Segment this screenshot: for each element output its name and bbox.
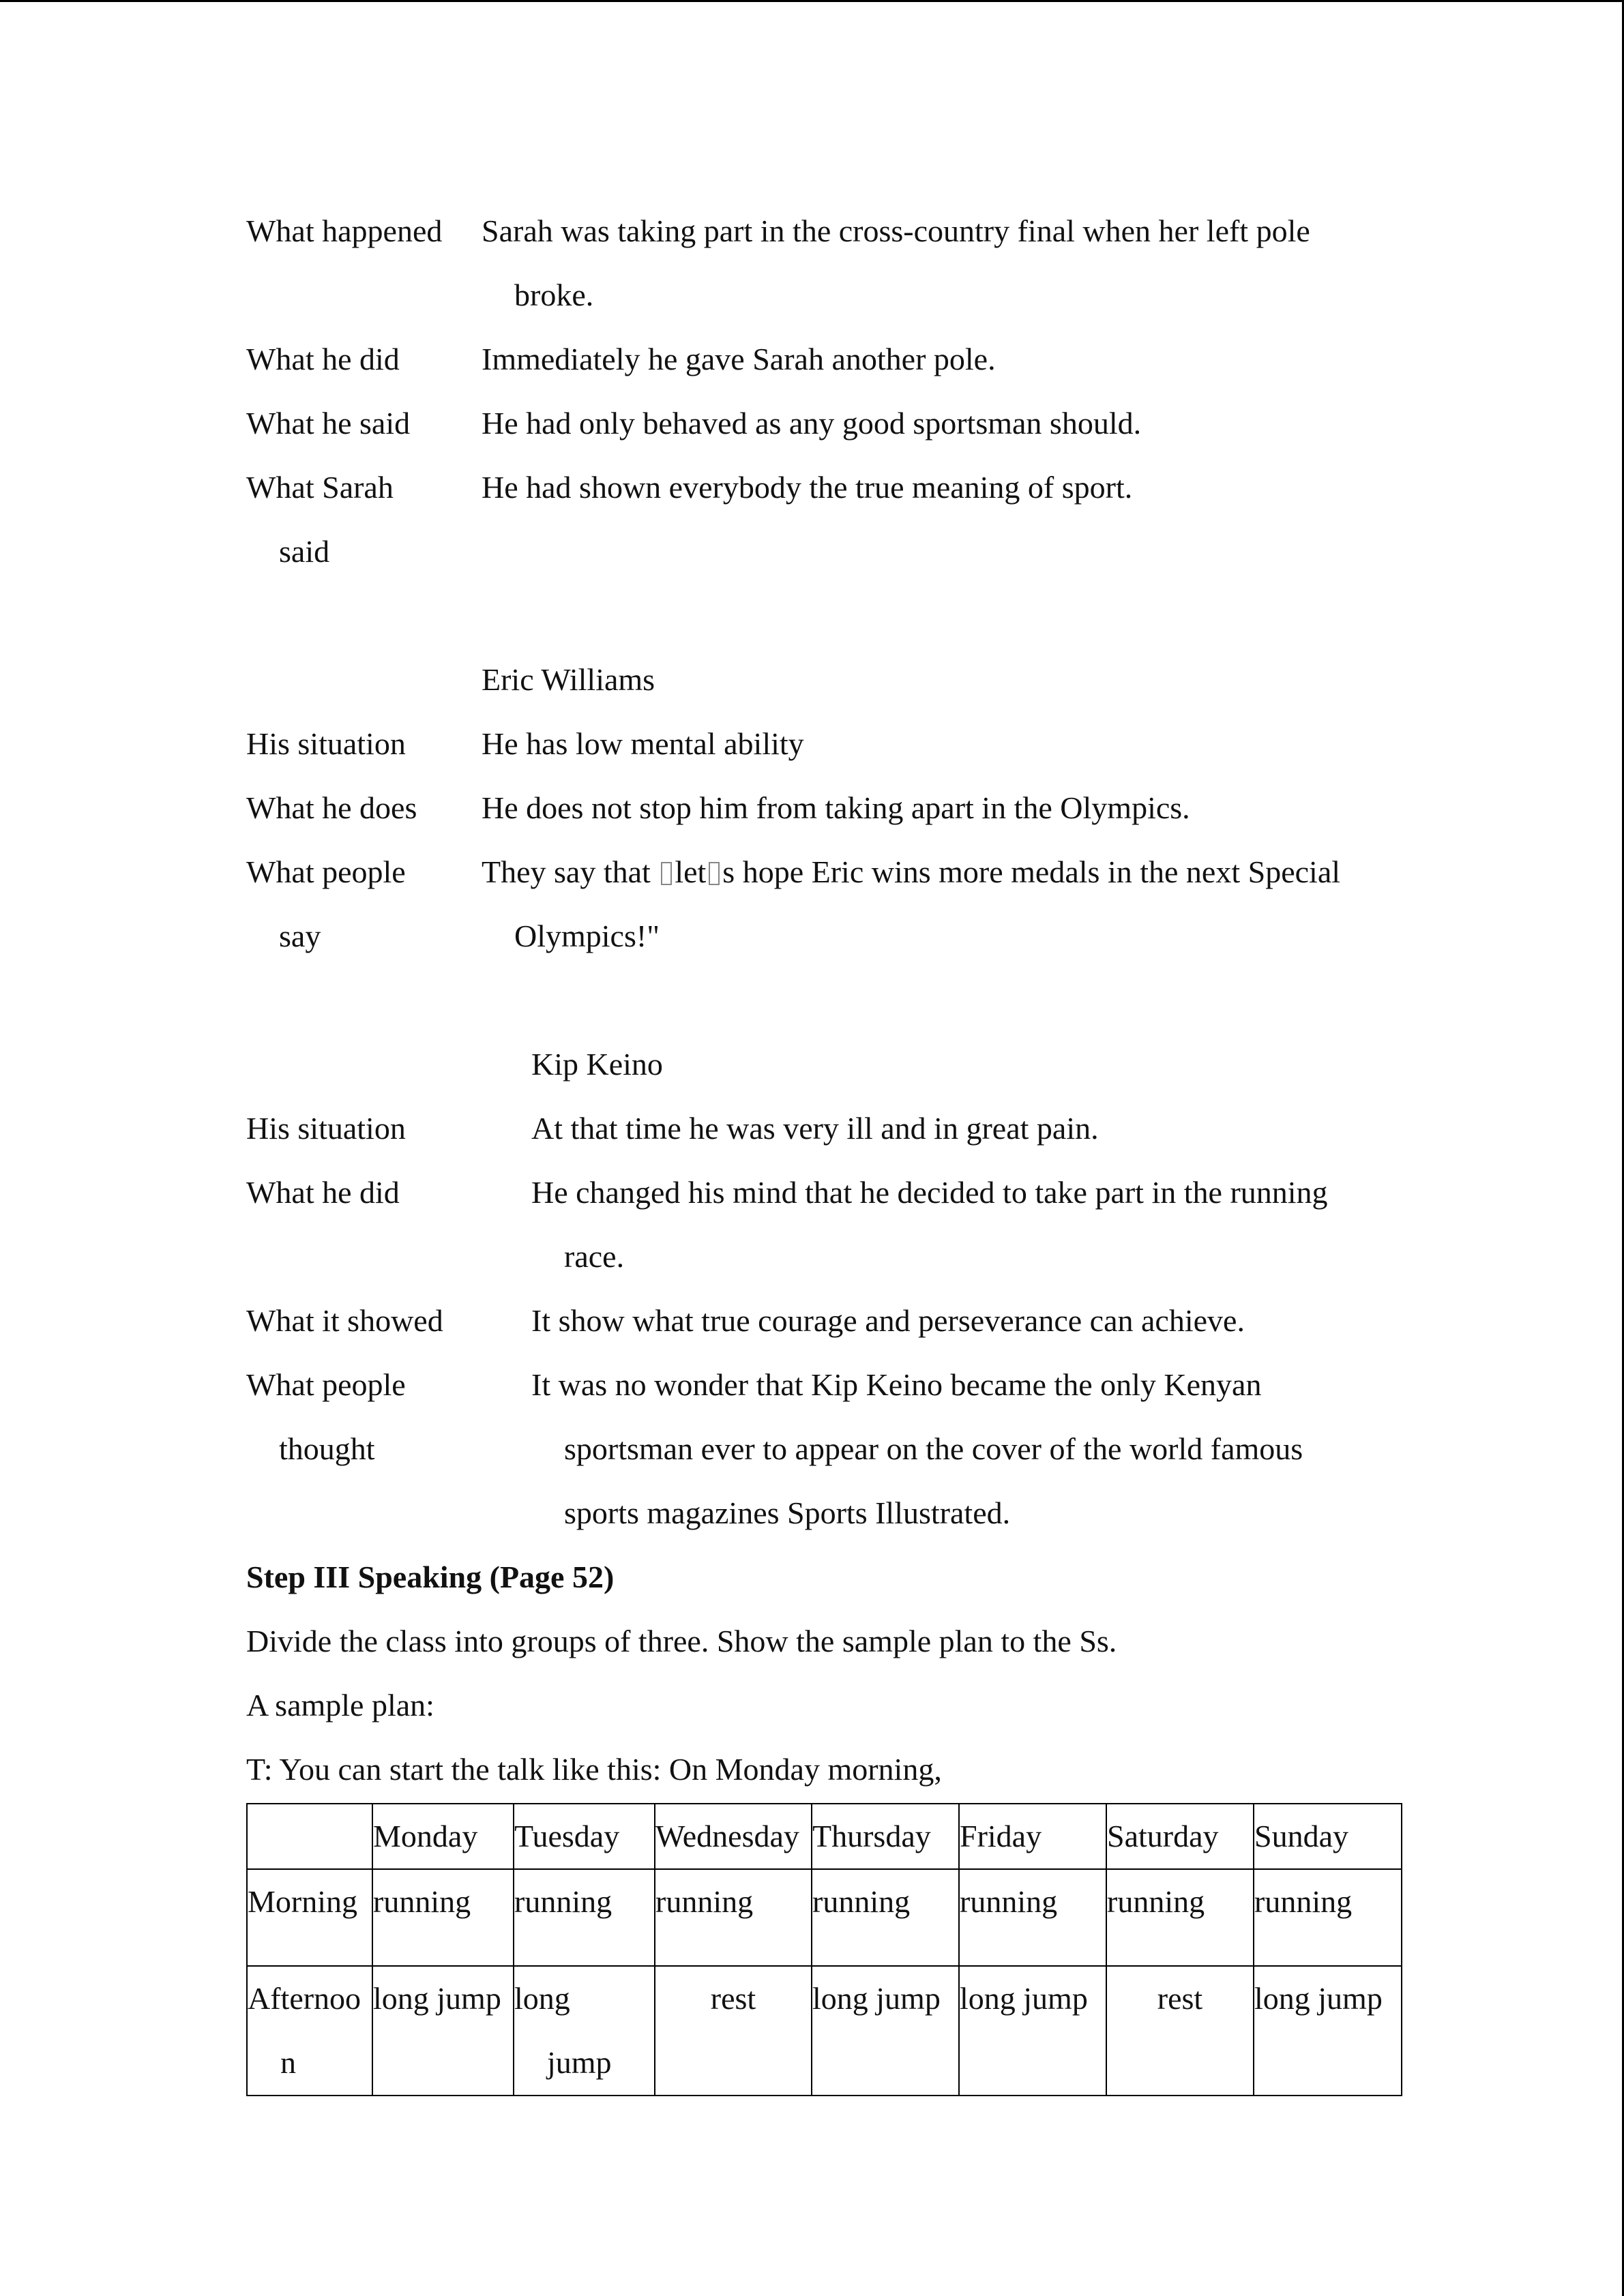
- table-header-row: [247, 1804, 1402, 1869]
- eric-row-situation: [246, 712, 1406, 776]
- spacer: [246, 584, 1406, 648]
- row-value: He has low mental ability: [482, 726, 804, 761]
- row-label: [246, 840, 482, 968]
- table-row-label: Morning: [247, 1869, 372, 1966]
- page-top-border: [0, 0, 1624, 2]
- section-name: Kip Keino: [531, 1047, 663, 1082]
- row-label: What he did: [246, 342, 400, 376]
- table-header-cell: Monday: [372, 1804, 514, 1869]
- table-header-cell: Wednesday: [655, 1804, 812, 1869]
- table-cell: long jump: [372, 1966, 514, 2096]
- table-cell-continuation: jump: [547, 2045, 612, 2080]
- table-cell: rest: [655, 1966, 812, 2096]
- sarah-row-what-happened: [246, 199, 1406, 327]
- row-value: Immediately he gave Sarah another pole.: [482, 342, 996, 376]
- table-cell-text: long: [514, 1981, 570, 2016]
- row-value: He had shown everybody the true meaning of sport.: [482, 470, 1133, 505]
- table-cell: running: [959, 1869, 1106, 1966]
- row-label: What he does: [246, 790, 417, 825]
- row-value-continuation: race.: [564, 1239, 625, 1274]
- row-label-continuation: say: [279, 919, 321, 953]
- row-label-continuation: thought: [279, 1431, 375, 1466]
- table-cell: running: [1106, 1869, 1254, 1966]
- row-label-text: What people: [246, 1367, 406, 1402]
- step-heading: Step III Speaking (Page 52): [246, 1560, 615, 1594]
- eric-row-what-he-does: [246, 776, 1406, 840]
- row-value-text-mid: let: [675, 854, 707, 889]
- kip-row-what-people-thought: [246, 1353, 1406, 1545]
- row-value: He had only behaved as any good sportsman should.: [482, 406, 1142, 441]
- table-cell: long jump: [959, 1966, 1106, 2096]
- kip-row-what-he-did: [246, 1161, 1406, 1289]
- row-value-text: Sarah was taking part in the cross-country final when her left pole: [482, 213, 1310, 248]
- row-label-continuation: said: [279, 534, 330, 569]
- table-row-label-text: Afternoo: [248, 1981, 361, 2016]
- row-value-text: It was no wonder that Kip Keino became the only Kenyan: [531, 1367, 1262, 1402]
- row-label: What it showed: [246, 1303, 443, 1338]
- sample-plan-table: [246, 1803, 1402, 2096]
- sarah-row-what-he-did: [246, 327, 1406, 391]
- table-header-cell: Sunday: [1254, 1804, 1402, 1869]
- row-label-text: What Sarah: [246, 470, 394, 505]
- spacer: [246, 968, 1406, 1032]
- row-label: What he said: [246, 406, 411, 441]
- table-cell: running: [812, 1869, 959, 1966]
- table-header-cell: Tuesday: [514, 1804, 655, 1869]
- table-cell: [514, 1966, 655, 2096]
- kip-row-situation: [246, 1097, 1406, 1161]
- table-header-cell: [247, 1804, 372, 1869]
- table-cell: running: [372, 1869, 514, 1966]
- kip-row-what-it-showed: [246, 1289, 1406, 1353]
- step-instruction: Divide the class into groups of three. Show the sample plan to the Ss.: [246, 1624, 1117, 1658]
- row-label: His situation: [246, 726, 406, 761]
- row-value: [482, 840, 1406, 968]
- row-value-text: He changed his mind that he decided to take part in the running: [531, 1175, 1328, 1210]
- row-value: [531, 1161, 1406, 1289]
- row-value: He does not stop him from taking apart in the Olympics.: [482, 790, 1190, 825]
- row-value-continuation: Olympics!": [514, 919, 660, 953]
- table-cell: long jump: [1254, 1966, 1402, 2096]
- table-cell: rest: [1106, 1966, 1254, 2096]
- row-label: His situation: [246, 1111, 406, 1146]
- sarah-row-what-he-said: [246, 391, 1406, 456]
- row-value: [482, 199, 1406, 327]
- row-value: At that time he was very ill and in great pain.: [531, 1111, 1099, 1146]
- row-value-continuation: sportsman ever to appear on the cover of the world famous: [564, 1431, 1303, 1466]
- row-label-text: What people: [246, 854, 406, 889]
- row-value: [531, 1353, 1406, 1545]
- table-cell: running: [655, 1869, 812, 1966]
- table-header-cell: Thursday: [812, 1804, 959, 1869]
- table-header-cell: Saturday: [1106, 1804, 1254, 1869]
- table-row-afternoon: [247, 1966, 1402, 2096]
- table-header-cell: Friday: [959, 1804, 1106, 1869]
- eric-heading-row: [246, 648, 1406, 712]
- table-row-morning: [247, 1869, 1402, 1966]
- row-value-text-after: s hope Eric wins more medals in the next Special: [722, 854, 1341, 889]
- sarah-row-what-sarah-said: [246, 456, 1406, 584]
- table-cell: running: [514, 1869, 655, 1966]
- sample-plan-label: A sample plan:: [246, 1688, 434, 1723]
- missing-glyph-icon: [661, 862, 672, 885]
- missing-glyph-icon: [709, 862, 720, 885]
- eric-row-what-people-say: [246, 840, 1406, 968]
- row-value: It show what true courage and perseverance can achieve.: [531, 1303, 1245, 1338]
- row-value-continuation-2: sports magazines Sports Illustrated.: [564, 1495, 1011, 1530]
- table-cell: running: [1254, 1869, 1402, 1966]
- row-label: What he did: [246, 1175, 400, 1210]
- row-value-text-before: They say that: [482, 854, 659, 889]
- teacher-line: T: You can start the talk like this: On Monday morning,: [246, 1752, 942, 1787]
- kip-heading-row: [246, 1032, 1406, 1097]
- table-cell: long jump: [812, 1966, 959, 2096]
- row-value-continuation: broke.: [514, 278, 594, 312]
- section-name: Eric Williams: [482, 662, 655, 697]
- row-label: [246, 1353, 531, 1545]
- table-row-label: [247, 1966, 372, 2096]
- document-body: [246, 199, 1406, 2096]
- row-label: [246, 456, 482, 584]
- table-row-label-continuation: n: [280, 2045, 296, 2080]
- row-label: What happened: [246, 213, 443, 248]
